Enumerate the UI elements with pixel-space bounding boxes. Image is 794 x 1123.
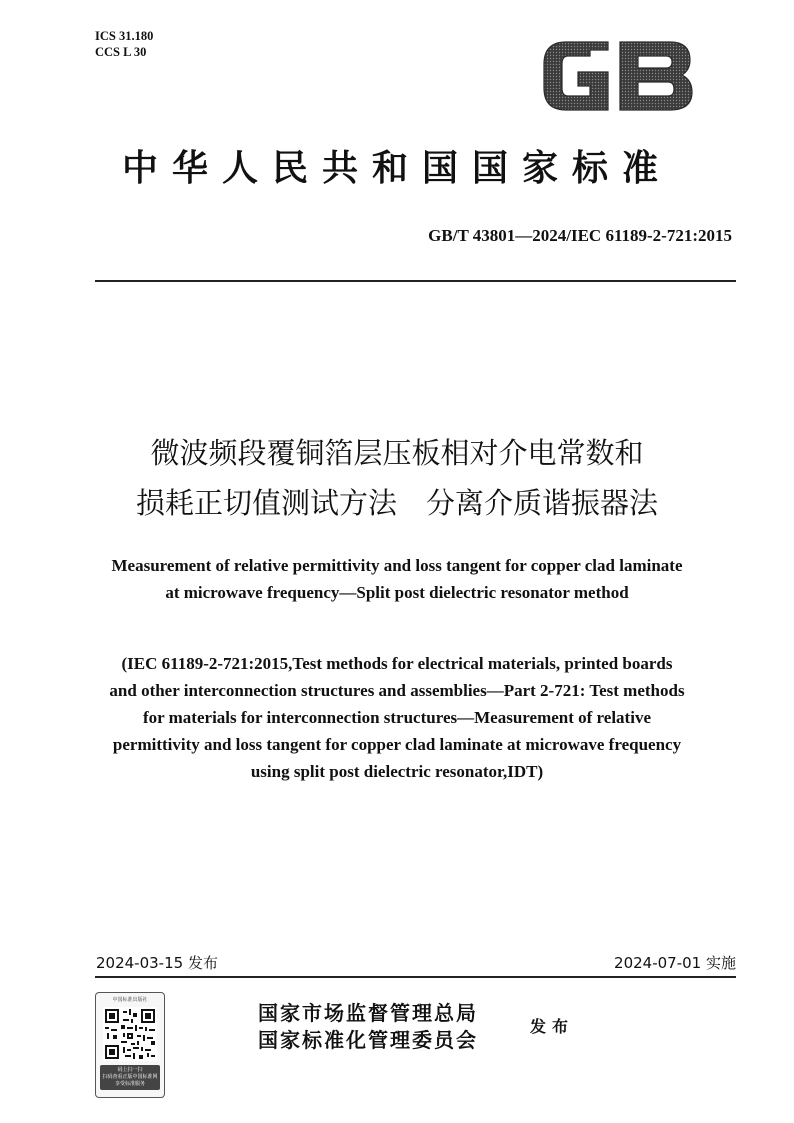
iec-reference-line-2: and other interconnection structures and assemblies—Part 2-721: Test methods [109,681,685,700]
qr-label[interactable] [95,992,165,1098]
iec-reference [40,650,754,785]
iec-reference-line-3: for materials for interconnection structures—Measurement of relative [143,708,651,727]
implementation-date: 2024-07-01 实施 [614,954,736,972]
chinese-title-line-2: 损耗正切值测试方法 分离介质谐振器法 [135,486,658,520]
gb-logo [540,36,694,116]
qr-instruction-line-2: 扫码查看正版中国标准网 [102,1074,158,1080]
qr-code-icon [103,1007,157,1061]
standard-number: GB/T 43801—2024/IEC 61189-2-721:2015 [428,226,732,245]
iec-reference-line-1: (IEC 61189-2-721:2015,Test methods for electrical materials, printed boards [121,654,673,673]
issue-date: 2024-03-15 发布 [96,954,218,972]
iec-reference-line-5: using split post dielectric resonator,IDT) [250,762,544,781]
header-divider [95,280,736,282]
classification-codes [95,28,153,60]
issuing-authorities [258,1000,478,1054]
issuer-samr: 国家市场监督管理总局 [258,1001,478,1025]
ccs-code: CCS L 30 [95,45,147,59]
ics-code: ICS 31.180 [95,29,154,43]
standard-category-title: 中华人民共和国国家标准 [121,148,672,189]
issuer-sac: 国家标准化管理委员会 [258,1028,478,1052]
iec-reference-line-4: permittivity and loss tangent for copper clad laminate at microwave frequency [112,735,682,754]
english-title-line-1: Measurement of relative permittivity and loss tangent for copper clad laminate [111,556,683,575]
qr-instruction-line-1: 码上扫一扫 [117,1067,143,1073]
qr-instructions [100,1065,160,1090]
chinese-title-line-1: 微波频段覆铜箔层压板相对介电常数和 [150,436,644,470]
qr-instruction-line-3: 享受标准服务 [114,1081,145,1087]
english-title [40,552,754,606]
issue-action: 发布 [530,1017,575,1036]
chinese-title [0,428,794,528]
qr-publisher-label: 中国标准出版社 [112,997,148,1003]
footer-divider [95,976,736,978]
english-title-line-2: at microwave frequency—Split post dielectric resonator method [165,583,629,602]
